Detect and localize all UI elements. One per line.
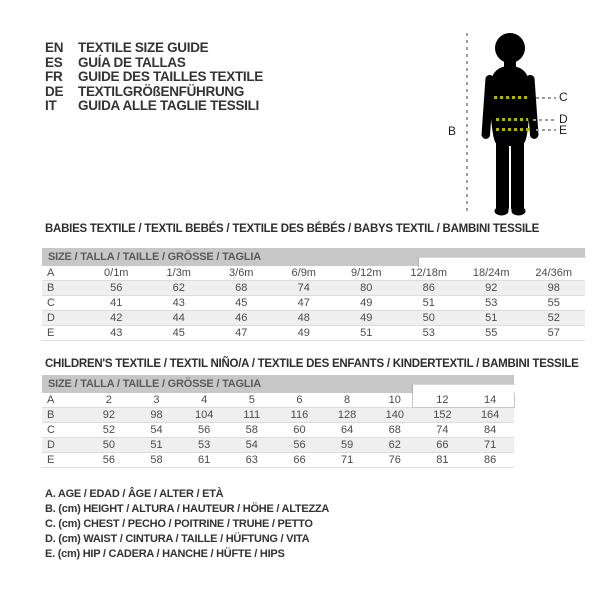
size-cell: 47	[210, 326, 273, 341]
table-size-header: SIZE / TALLA / TAILLE / GRÖSSE / TAGLIA	[42, 248, 585, 266]
language-code: IT	[45, 98, 57, 113]
size-cell: 45	[148, 326, 211, 341]
size-cell: 43	[148, 296, 211, 311]
size-cell: 86	[466, 453, 514, 468]
size-cell: 6	[276, 393, 324, 408]
size-cell: 50	[85, 438, 133, 453]
size-cell: 12	[419, 393, 467, 408]
babies-table-title: BABIES TEXTILE / TEXTIL BEBÉS / TEXTILE DES BÉBÉS / BABYS TEXTIL / BAMBINI TESSILE	[45, 223, 540, 235]
figure-label-waist: D	[559, 112, 568, 126]
size-cell: 3	[133, 393, 181, 408]
size-cell: 54	[133, 423, 181, 438]
size-cell: 9/12m	[335, 266, 398, 281]
language-title: GUIDE DES TAILLES TEXTILE	[78, 69, 264, 84]
size-cell: 128	[323, 408, 371, 423]
size-cell: 3/6m	[210, 266, 273, 281]
size-cell: 86	[398, 281, 461, 296]
legend-item-waist: D. (cm) WAIST / CINTURA / TAILLE / HÜFTUNG / VITA	[45, 533, 310, 545]
size-cell: 43	[85, 326, 148, 341]
child-silhouette-icon	[480, 28, 540, 218]
size-cell: 92	[85, 408, 133, 423]
language-row	[45, 56, 263, 71]
row-key: B	[42, 408, 85, 423]
size-cell: 0/1m	[85, 266, 148, 281]
size-cell: 59	[323, 438, 371, 453]
size-cell: 2	[85, 393, 133, 408]
size-cell: 12/18m	[398, 266, 461, 281]
size-cell: 51	[335, 326, 398, 341]
size-cell: 24/36m	[523, 266, 586, 281]
size-cell: 66	[276, 453, 324, 468]
size-cell: 1/3m	[148, 266, 211, 281]
row-key: A	[42, 266, 85, 281]
header-notch	[412, 384, 515, 394]
size-cell: 56	[180, 423, 228, 438]
table-row	[42, 453, 514, 468]
table-row	[42, 266, 585, 281]
babies-size-table	[42, 266, 585, 341]
size-cell: 116	[276, 408, 324, 423]
language-row	[45, 41, 263, 56]
language-code: EN	[45, 40, 64, 55]
row-key: E	[42, 453, 85, 468]
size-cell: 152	[419, 408, 467, 423]
figure-label-chest: C	[559, 90, 568, 104]
size-cell: 66	[419, 438, 467, 453]
size-cell: 74	[419, 423, 467, 438]
size-cell: 61	[180, 453, 228, 468]
size-cell: 53	[398, 326, 461, 341]
size-cell: 45	[210, 296, 273, 311]
size-cell: 92	[460, 281, 523, 296]
size-cell: 47	[273, 296, 336, 311]
waist-measure-line	[496, 118, 528, 121]
size-cell: 8	[323, 393, 371, 408]
size-cell: 111	[228, 408, 276, 423]
language-title: TEXTILGRÖßENFÜHRUNG	[78, 83, 245, 99]
size-cell: 60	[276, 423, 324, 438]
size-cell: 42	[85, 311, 148, 326]
row-key: B	[42, 281, 85, 296]
size-cell: 52	[523, 311, 586, 326]
legend-item-age: A. AGE / EDAD / ÂGE / ALTER / ETÀ	[45, 488, 224, 500]
language-title: TEXTILE SIZE GUIDE	[78, 40, 209, 55]
table-size-header: SIZE / TALLA / TAILLE / GRÖSSE / TAGLIA	[42, 375, 514, 393]
size-cell: 56	[85, 281, 148, 296]
size-cell: 68	[210, 281, 273, 296]
size-cell: 14	[466, 393, 514, 408]
size-cell: 44	[148, 311, 211, 326]
chest-measure-line	[494, 96, 530, 99]
row-key: D	[42, 311, 85, 326]
size-cell: 76	[371, 453, 419, 468]
size-cell: 62	[148, 281, 211, 296]
size-cell: 56	[85, 453, 133, 468]
language-row	[45, 99, 263, 114]
legend-item-height: B. (cm) HEIGHT / ALTURA / HAUTEUR / HÖHE / ALTEZZA	[45, 503, 330, 515]
size-cell: 55	[523, 296, 586, 311]
size-cell: 51	[133, 438, 181, 453]
size-cell: 71	[323, 453, 371, 468]
language-code: FR	[45, 69, 63, 84]
hip-measure-line	[496, 128, 530, 131]
size-cell: 56	[276, 438, 324, 453]
table-row	[42, 281, 585, 296]
size-cell: 62	[371, 438, 419, 453]
size-cell: 49	[273, 326, 336, 341]
table-row	[42, 326, 585, 341]
size-cell: 164	[466, 408, 514, 423]
size-cell: 52	[85, 423, 133, 438]
size-cell: 64	[323, 423, 371, 438]
size-cell: 98	[523, 281, 586, 296]
waist-guide-line	[533, 119, 556, 121]
size-cell: 18/24m	[460, 266, 523, 281]
size-cell: 51	[398, 296, 461, 311]
table-row	[42, 423, 514, 438]
children-table-title: CHILDREN'S TEXTILE / TEXTIL NIÑO/A / TEXTILE DES ENFANTS / KINDERTEXTIL / BAMBINI TESSILE	[45, 358, 579, 370]
size-cell: 6/9m	[273, 266, 336, 281]
size-cell: 55	[460, 326, 523, 341]
legend-item-chest: C. (cm) CHEST / PECHO / POITRINE / TRUHE / PETTO	[45, 518, 313, 530]
size-cell: 5	[228, 393, 276, 408]
size-cell: 51	[460, 311, 523, 326]
size-cell: 53	[180, 438, 228, 453]
size-cell: 46	[210, 311, 273, 326]
size-cell: 71	[466, 438, 514, 453]
size-cell: 104	[180, 408, 228, 423]
children-size-table	[42, 393, 514, 468]
size-cell: 57	[523, 326, 586, 341]
language-code: DE	[45, 83, 64, 99]
legend-item-hip: E. (cm) HIP / CADERA / HANCHE / HÜFTE / HIPS	[45, 548, 285, 560]
language-title-list	[45, 41, 263, 114]
size-cell: 68	[371, 423, 419, 438]
table-row	[42, 311, 585, 326]
measurement-figure	[446, 28, 580, 224]
size-cell: 58	[228, 423, 276, 438]
chest-guide-line	[536, 97, 556, 99]
size-cell: 48	[273, 311, 336, 326]
size-cell: 63	[228, 453, 276, 468]
figure-label-height: B	[448, 124, 456, 138]
size-cell: 50	[398, 311, 461, 326]
table-row	[42, 393, 514, 408]
language-row	[45, 70, 263, 85]
row-key: D	[42, 438, 85, 453]
size-cell: 53	[460, 296, 523, 311]
size-cell: 80	[335, 281, 398, 296]
table-row	[42, 296, 585, 311]
measurement-legend	[45, 487, 329, 562]
language-row	[45, 85, 263, 100]
row-key: A	[42, 393, 85, 408]
height-guide-line	[466, 33, 468, 215]
header-notch	[418, 257, 586, 267]
size-cell: 49	[335, 296, 398, 311]
babies-table	[42, 248, 585, 341]
size-cell: 49	[335, 311, 398, 326]
language-title: GUIDA ALLE TAGLIE TESSILI	[78, 98, 259, 113]
table-row	[42, 438, 514, 453]
size-cell: 10	[371, 393, 419, 408]
table-row	[42, 408, 514, 423]
size-cell: 58	[133, 453, 181, 468]
size-cell: 98	[133, 408, 181, 423]
size-cell: 54	[228, 438, 276, 453]
hip-guide-line	[536, 129, 556, 131]
size-cell: 4	[180, 393, 228, 408]
size-cell: 41	[85, 296, 148, 311]
language-code: ES	[45, 54, 63, 70]
size-cell: 84	[466, 423, 514, 438]
row-key: E	[42, 326, 85, 341]
row-key: C	[42, 423, 85, 438]
row-key: C	[42, 296, 85, 311]
size-cell: 140	[371, 408, 419, 423]
size-cell: 81	[419, 453, 467, 468]
children-table	[42, 375, 514, 468]
size-cell: 74	[273, 281, 336, 296]
language-title: GUÍA DE TALLAS	[78, 54, 186, 70]
figure-label-hip: E	[559, 123, 567, 137]
